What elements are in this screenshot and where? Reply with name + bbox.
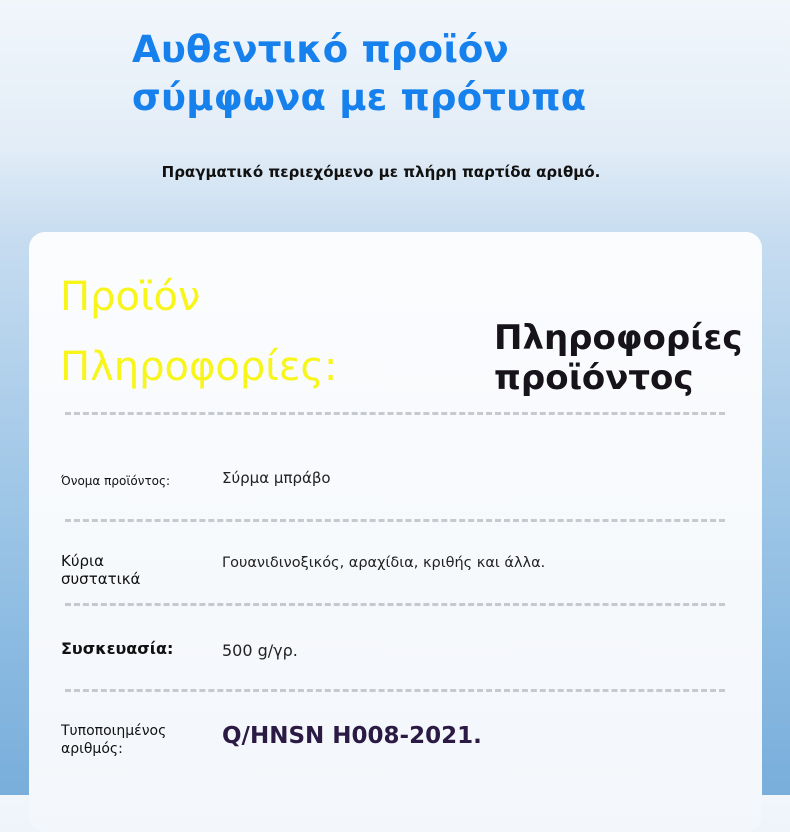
product-info-title-yellow-line-2: Πληροφορίες: — [60, 344, 338, 390]
packaging-value: 500 g/γρ. — [222, 641, 298, 660]
product-name-label: Όνομα προϊόντος: — [61, 474, 171, 488]
divider — [65, 603, 725, 606]
subheadline: Πραγματικό περιεχόμενο με πλήρη παρτίδα αριθμό. — [161, 163, 601, 181]
divider — [65, 689, 725, 692]
standard-number-value: Q/HNSN H008-2021. — [222, 723, 482, 749]
standard-number-label-line-1: Τυποποιημένος — [61, 723, 167, 739]
product-info-card — [29, 232, 762, 832]
packaging-label: Συσκευασία: — [61, 639, 174, 658]
ingredients-label-line-1: Κύρια — [61, 552, 105, 570]
product-info-title — [494, 318, 743, 398]
headline-line-1: Αυθεντικό προϊόν — [132, 28, 509, 71]
ingredients-label-line-2: συστατικά — [61, 570, 141, 588]
ingredients-value: Γουανιδινοξικός, αραχίδια, κριθής και άλλα. — [222, 555, 546, 571]
standard-number-label-line-2: αριθμός: — [61, 741, 123, 757]
product-info-title-line-2: προϊόντος — [494, 358, 694, 398]
ingredients-label — [61, 552, 140, 588]
standard-number-label — [61, 722, 166, 758]
product-name-value: Σύρμα μπράβο — [222, 469, 331, 487]
headline-line-2: σύμφωνα με πρότυπα — [132, 76, 587, 119]
product-info-title-yellow — [60, 262, 337, 402]
divider — [65, 412, 725, 415]
headline — [132, 26, 586, 122]
product-info-title-yellow-line-1: Προϊόν — [60, 274, 201, 320]
product-info-title-line-1: Πληροφορίες — [494, 318, 743, 358]
divider — [65, 519, 725, 522]
